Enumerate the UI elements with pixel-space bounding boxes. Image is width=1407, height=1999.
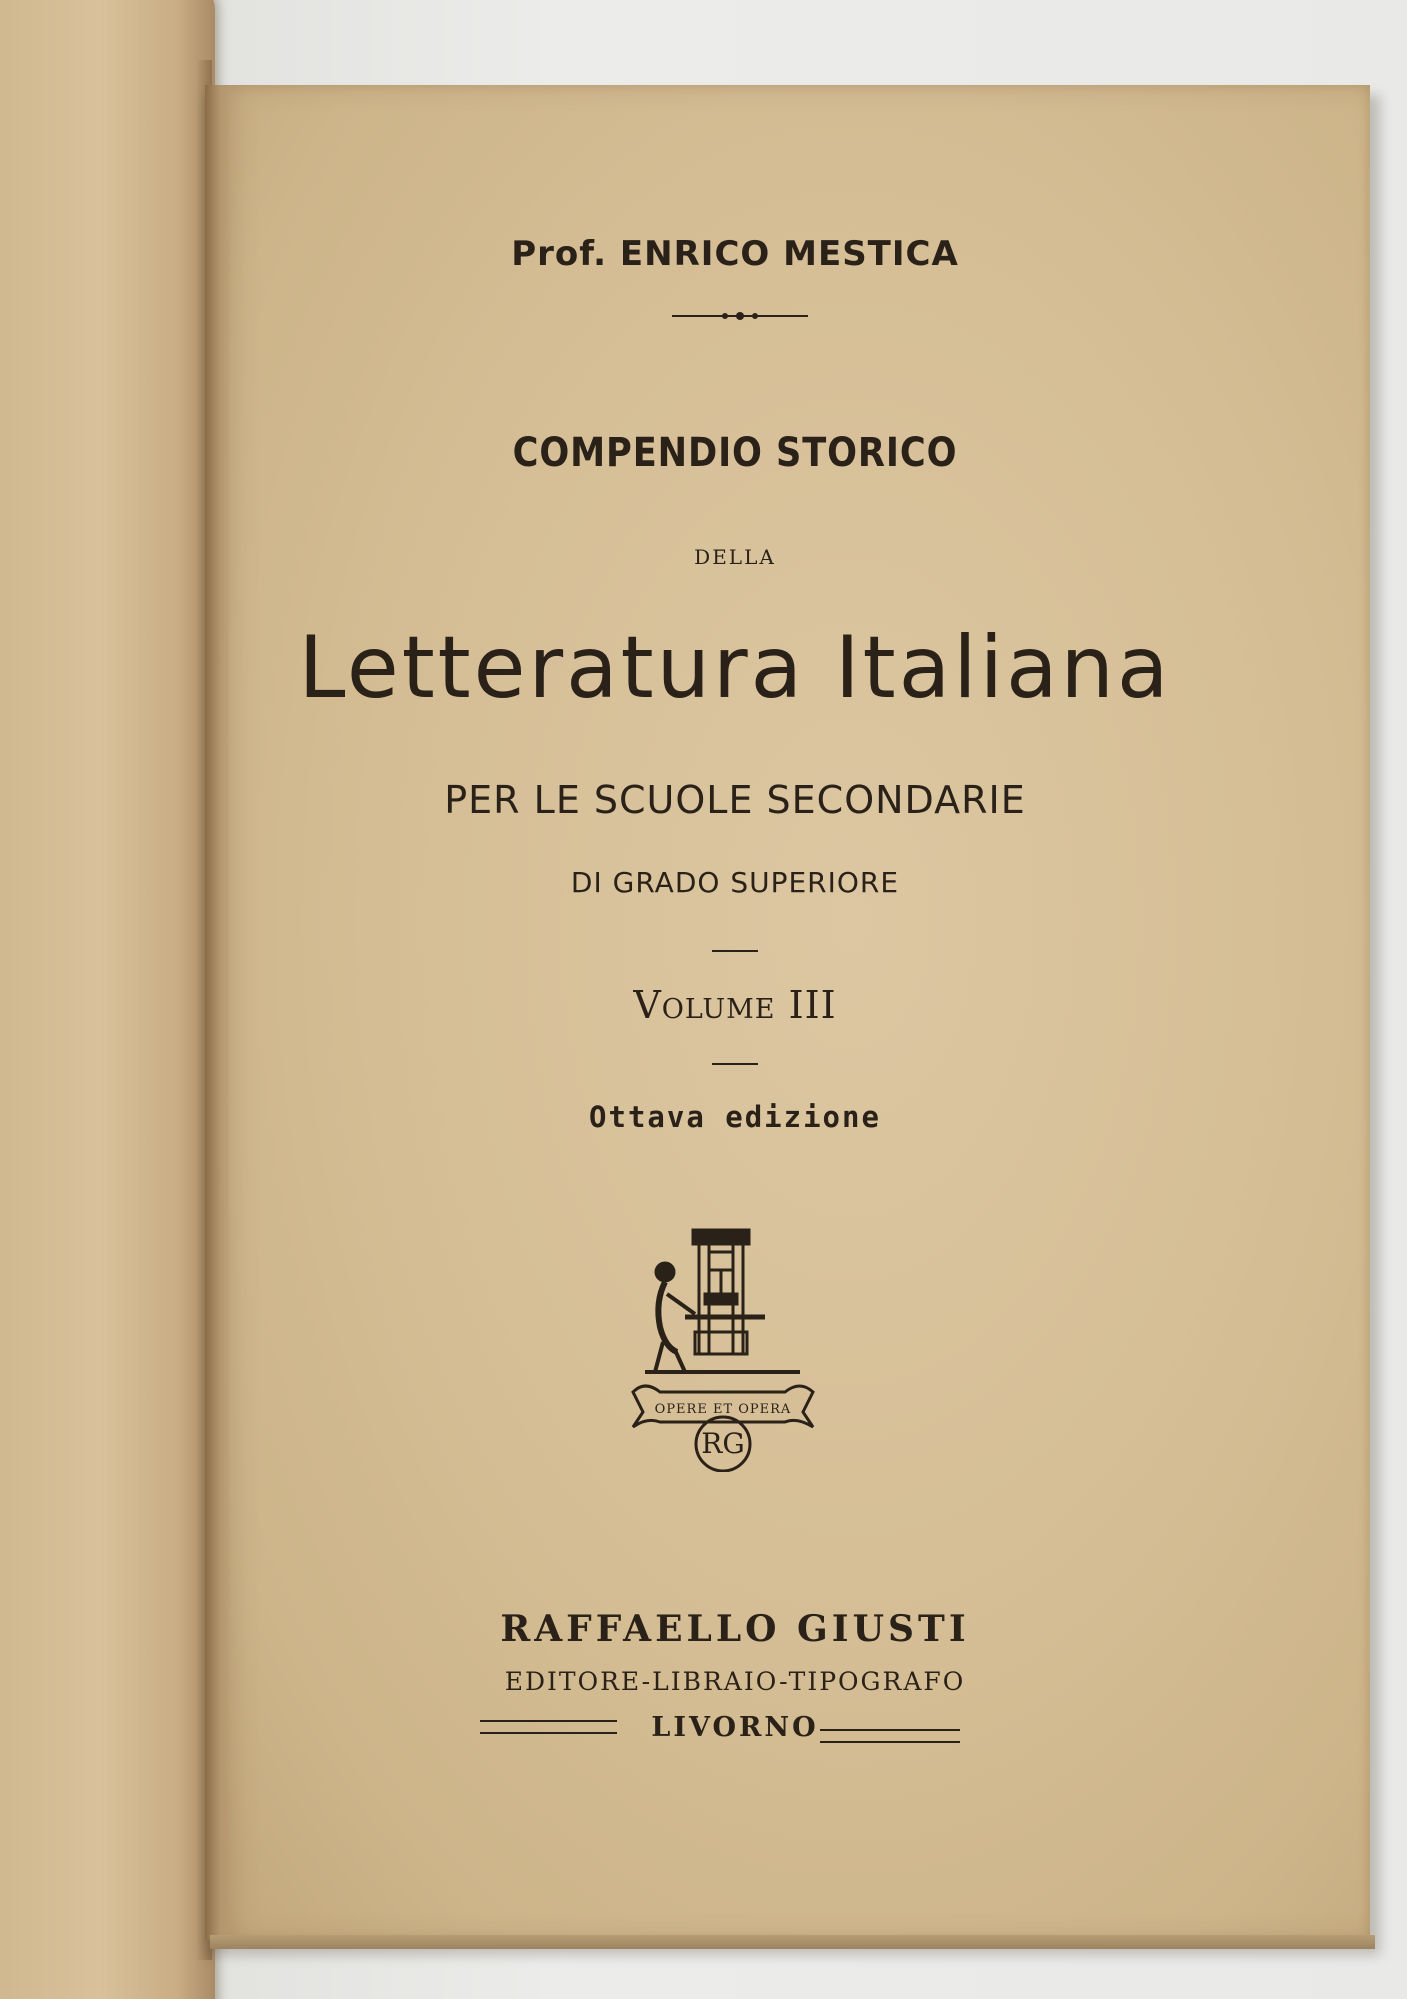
- compendio-heading: COMPENDIO STORICO: [512, 430, 958, 476]
- publisher-role: EDITORE-LIBRAIO-TIPOGRAFO: [504, 1667, 966, 1696]
- page-bottom-edge: [210, 1935, 1375, 1949]
- subtitle-line-2: DI GRADO SUPERIORE: [570, 866, 900, 899]
- della-word: DELLA: [694, 545, 776, 569]
- double-rule-right: [820, 1729, 960, 1743]
- printer-emblem-icon: [625, 1222, 820, 1472]
- short-rule-top: [712, 950, 758, 952]
- emblem-monogram: RG: [701, 1427, 745, 1460]
- edition-label: Ottava edizione: [589, 1100, 881, 1134]
- left-page: [0, 0, 215, 1999]
- emblem-motto: OPERE ET OPERA: [654, 1402, 792, 1417]
- publisher-city: LIVORNO: [651, 1712, 819, 1743]
- subtitle-line-1: PER LE SCUOLE SECONDARIE: [444, 778, 1026, 822]
- short-rule-bottom: [712, 1063, 758, 1065]
- publisher-name: RAFFAELLO GIUSTI: [500, 1608, 970, 1650]
- ornament-divider: [670, 303, 810, 329]
- author-line: Prof. ENRICO MESTICA: [511, 234, 959, 274]
- volume-label: Volume III: [633, 983, 837, 1027]
- main-title: Letteratura Italiana: [298, 618, 1172, 718]
